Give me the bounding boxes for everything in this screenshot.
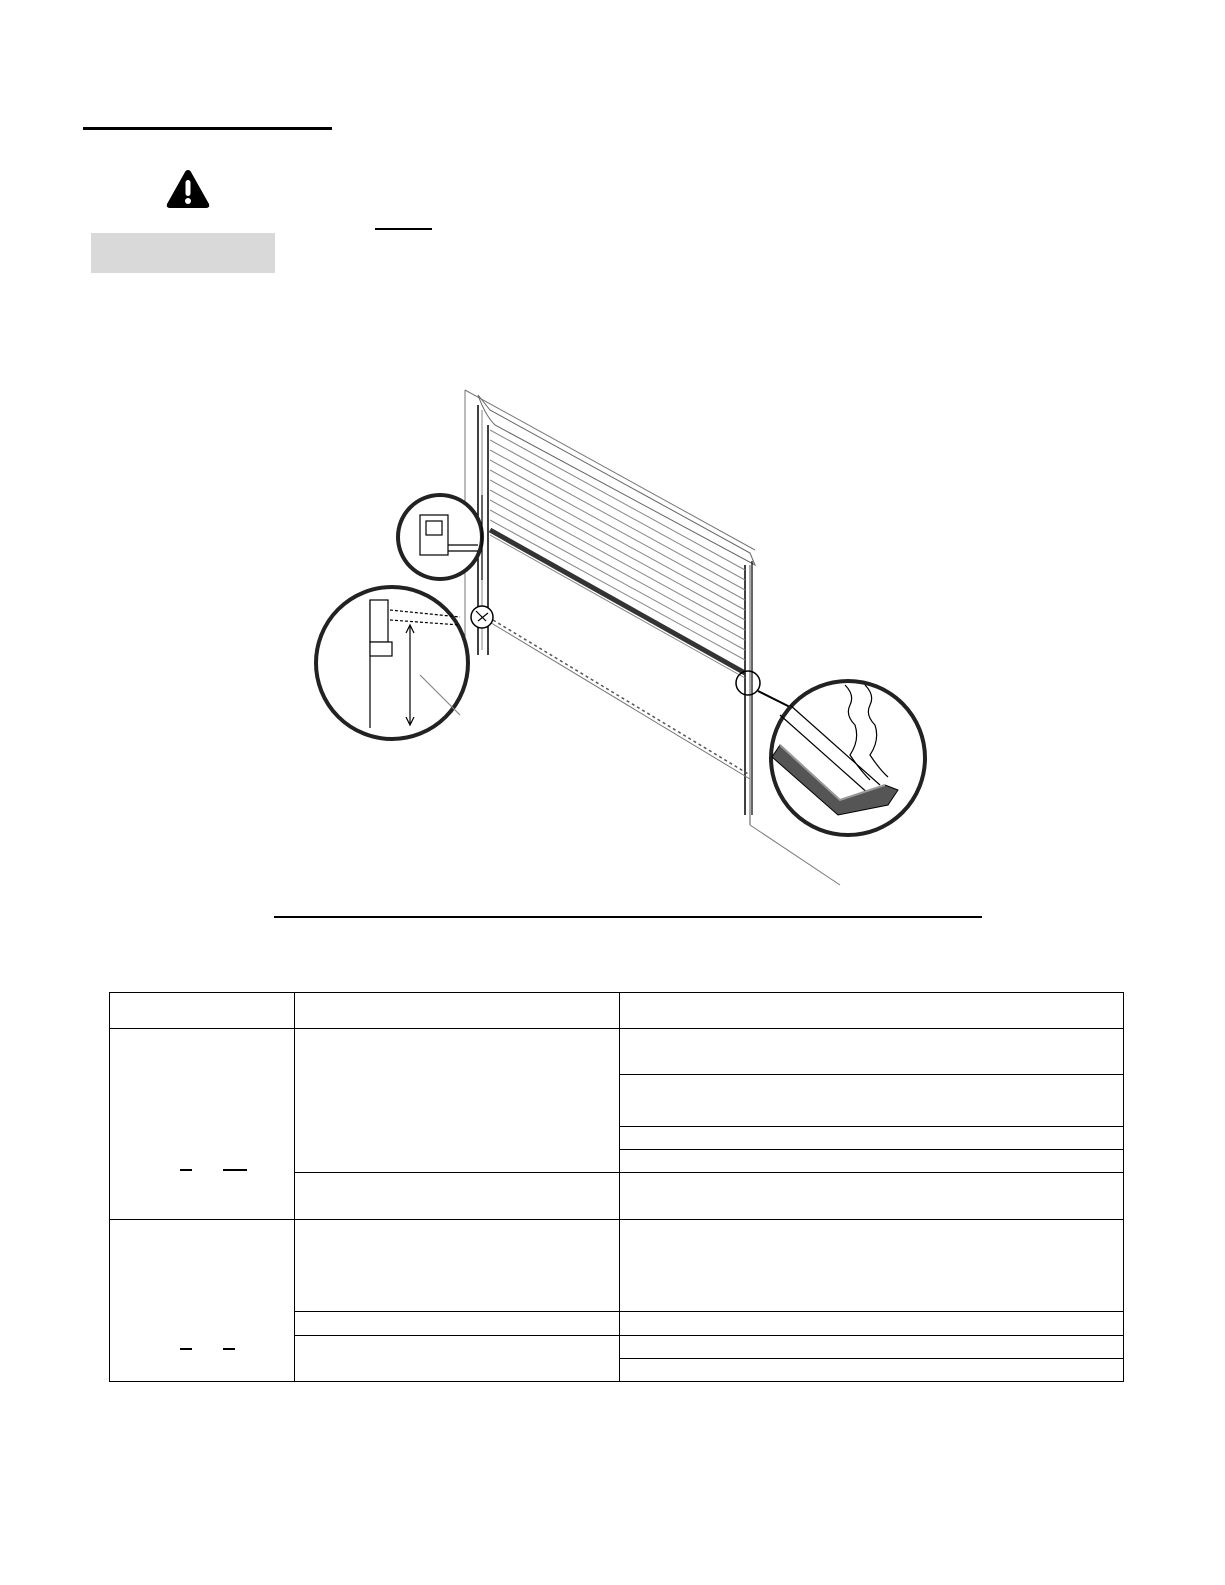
cause-cell [295, 1173, 620, 1220]
solution-cell [620, 1075, 1124, 1127]
solution-cell [620, 1312, 1124, 1336]
solution-cell [620, 1173, 1124, 1220]
solution-cell [620, 1029, 1124, 1075]
header-problem [110, 993, 295, 1029]
header-solution [620, 993, 1124, 1029]
door-curtain-illustration [310, 385, 950, 890]
cause-cell [295, 1336, 620, 1382]
warning-triangle-icon [165, 168, 211, 210]
figure-caption-underline [274, 916, 982, 918]
underline-mark [223, 1169, 247, 1171]
solution-cell [620, 1336, 1124, 1359]
note-underline [375, 228, 432, 230]
underline-mark [180, 1348, 192, 1350]
solution-cell [620, 1127, 1124, 1150]
cause-cell [295, 1220, 620, 1312]
underline-mark [180, 1169, 192, 1171]
table-row [110, 1029, 1124, 1075]
solution-cell [620, 1359, 1124, 1382]
caution-label-box [91, 233, 275, 273]
section-heading-underline [83, 127, 332, 130]
cause-cell [295, 1029, 620, 1173]
header-cause [295, 993, 620, 1029]
cause-cell [295, 1312, 620, 1336]
problem-cell [110, 1029, 295, 1220]
solution-cell [620, 1150, 1124, 1173]
table-header-row [110, 993, 1124, 1029]
problem-cell [110, 1220, 295, 1382]
troubleshooting-table [109, 992, 1124, 1382]
table-row [110, 1220, 1124, 1312]
solution-cell [620, 1220, 1124, 1312]
underline-mark [223, 1348, 235, 1350]
